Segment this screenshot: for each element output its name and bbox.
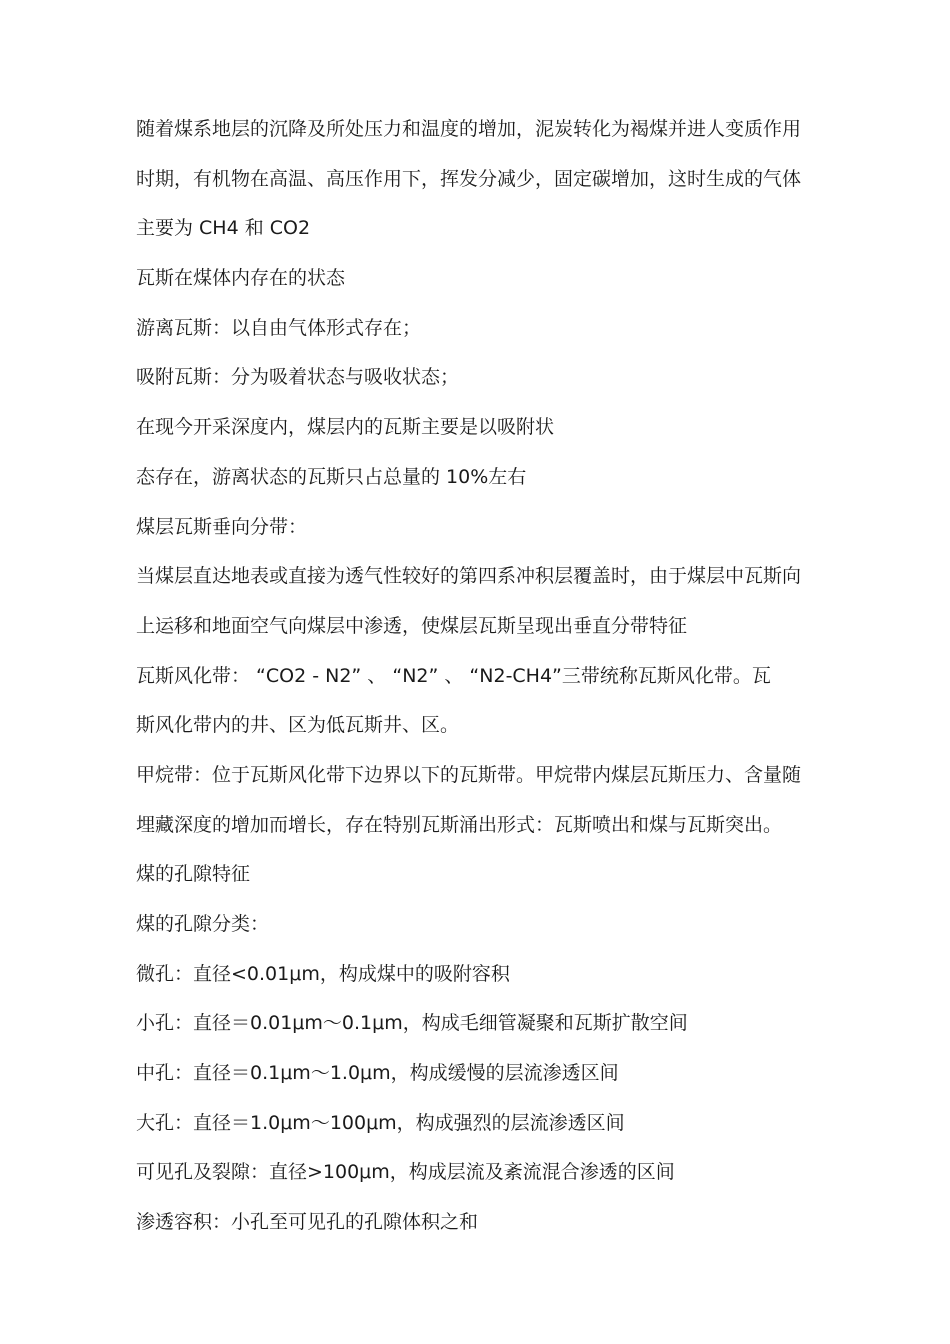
- section-heading: 瓦斯在煤体内存在的状态: [136, 267, 346, 290]
- text-line: 中孔：直径＝0.1μm～1.0μm，构成缓慢的层流渗透区间: [136, 1062, 619, 1085]
- text-line: 斯风化带内的井、区为低瓦斯井、区。: [136, 714, 460, 737]
- text-line: 渗透容积：小孔至可见孔的孔隙体积之和: [136, 1211, 479, 1234]
- text-line: 上运移和地面空气向煤层中渗透，使煤层瓦斯呈现出垂直分带特征: [136, 614, 688, 637]
- section-heading: 煤的孔隙分类：: [136, 913, 270, 935]
- text-line: 瓦斯风化带： “CO2 - N2” 、 “N2” 、 “N2-CH4”三带统称瓦斯风化带。瓦: [136, 664, 771, 687]
- text-line: 随着煤系地层的沉降及所处压力和温度的增加，泥炭转化为褐煤并进人变质作用: [136, 118, 802, 140]
- document-body: [136, 111, 816, 1254]
- text-line: 主要为 CH4 和 CO2: [136, 217, 311, 240]
- text-line: 当煤层直达地表或直接为透气性较好的第四系冲积层覆盖时，由于煤层中瓦斯向: [136, 565, 802, 588]
- text-line: 甲烷带：位于瓦斯风化带下边界以下的瓦斯带。甲烷带内煤层瓦斯压力、含量随: [136, 763, 802, 786]
- text-line: 在现今开采深度内，煤层内的瓦斯主要是以吸附状: [136, 416, 555, 439]
- text-line: 微孔：直径<0.01μm，构成煤中的吸附容积: [136, 962, 510, 985]
- text-line: 埋藏深度的增加而增长，存在特别瓦斯涌出形式：瓦斯喷出和煤与瓦斯突出。: [136, 813, 783, 836]
- text-line: 态存在，游离状态的瓦斯只占总量的 10%左右: [136, 465, 527, 488]
- text-line: 时期，有机物在高温、高压作用下，挥发分减少，固定碳增加，这时生成的气体: [136, 167, 802, 190]
- text-line: 小孔：直径＝0.01μm～0.1μm，构成毛细管凝聚和瓦斯扩散空间: [136, 1012, 688, 1035]
- section-heading: 煤层瓦斯垂向分带：: [136, 515, 308, 538]
- text-line: 吸附瓦斯：分为吸着状态与吸收状态；: [136, 366, 460, 389]
- text-line: 可见孔及裂隙：直径>100μm，构成层流及紊流混合渗透的区间: [136, 1161, 675, 1184]
- text-line: 游离瓦斯：以自由气体形式存在；: [136, 316, 422, 339]
- section-heading: 煤的孔隙特征: [136, 863, 251, 886]
- text-line: 大孔：直径＝1.0μm～100μm，构成强烈的层流渗透区间: [136, 1111, 625, 1134]
